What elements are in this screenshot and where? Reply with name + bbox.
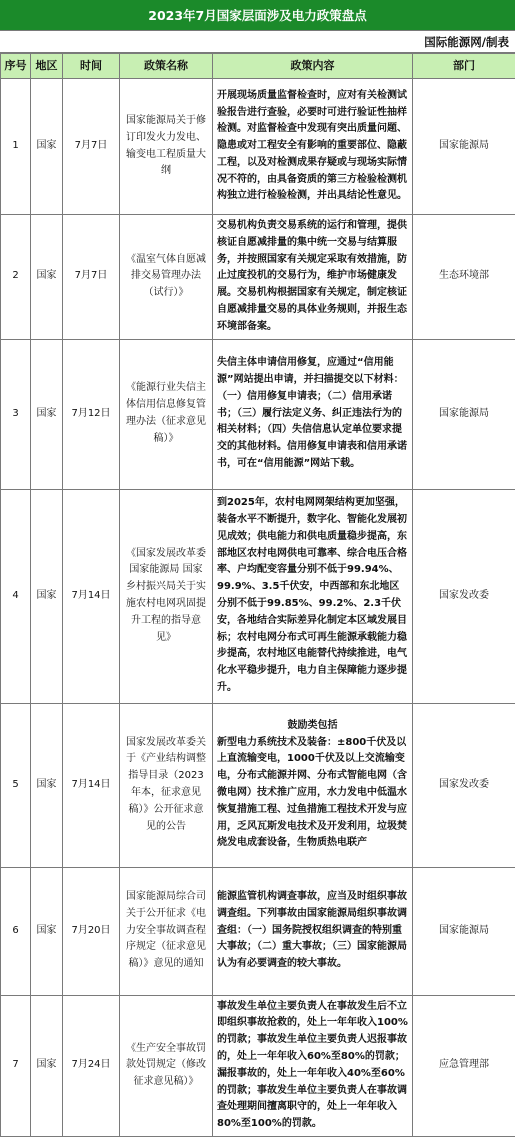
row-region: 国家 bbox=[31, 339, 63, 489]
content-heading: 鼓励类包括 bbox=[217, 718, 408, 735]
row-dept: 国家发改委 bbox=[413, 489, 515, 703]
row-no: 5 bbox=[1, 703, 31, 867]
row-dept: 应急管理部 bbox=[413, 995, 515, 1136]
row-date: 7月20日 bbox=[63, 867, 120, 995]
header-dept: 部门 bbox=[413, 54, 515, 79]
row-date: 7月24日 bbox=[63, 995, 120, 1136]
table-header-row bbox=[1, 54, 515, 79]
row-dept: 国家能源局 bbox=[413, 79, 515, 215]
row-no: 4 bbox=[1, 489, 31, 703]
row-date: 7月12日 bbox=[63, 339, 120, 489]
row-dept: 国家能源局 bbox=[413, 339, 515, 489]
header-no: 序号 bbox=[1, 54, 31, 79]
row-policy: 国家能源局综合司关于公开征求《电力安全事故调查程序规定（征求意见稿）》意见的通知 bbox=[120, 867, 213, 995]
header-policy: 政策名称 bbox=[120, 54, 213, 79]
row-content bbox=[213, 703, 413, 867]
row-dept: 国家发改委 bbox=[413, 703, 515, 867]
table-row bbox=[1, 79, 515, 215]
policy-table bbox=[0, 53, 515, 1137]
table-row bbox=[1, 703, 515, 867]
row-policy: 国家发展改革委关于《产业结构调整指导目录（2023年本，征求意见稿）》公开征求意见的公告 bbox=[120, 703, 213, 867]
row-no: 3 bbox=[1, 339, 31, 489]
content-body: 新型电力系统技术及装备：±800千伏及以上直流输变电，1000千伏及以上交流输变电，分布式能源并网、分布式智能电网（含微电网）技术推广应用，水力发电中低温水恢复措施工程、过鱼措施工程技术开发与应用，乏风瓦斯发电技术及开发利用，垃圾焚烧发电成套设备，生物质热电联产 bbox=[217, 735, 408, 853]
row-dept: 国家能源局 bbox=[413, 867, 515, 995]
table-row bbox=[1, 339, 515, 489]
row-dept: 生态环境部 bbox=[413, 215, 515, 340]
row-content: 失信主体申请信用修复，应通过“信用能源”网站提出申请，并扫描提交以下材料：（一）信用修复申请表；（二）信用承诺书；（三）履行法定义务、纠正违法行为的相关材料；（四）失信信息认定单位要求提交的其他材料。信用修复申请表和信用承诺书，可在“信用能源”网站下载。 bbox=[213, 339, 413, 489]
row-date: 7月7日 bbox=[63, 79, 120, 215]
row-region: 国家 bbox=[31, 215, 63, 340]
row-region: 国家 bbox=[31, 867, 63, 995]
header-region: 地区 bbox=[31, 54, 63, 79]
row-no: 6 bbox=[1, 867, 31, 995]
row-date: 7月7日 bbox=[63, 215, 120, 340]
table-row bbox=[1, 489, 515, 703]
row-no: 1 bbox=[1, 79, 31, 215]
row-date: 7月14日 bbox=[63, 703, 120, 867]
page-title: 2023年7月国家层面涉及电力政策盘点 bbox=[0, 0, 515, 31]
row-no: 2 bbox=[1, 215, 31, 340]
row-policy: 《生产安全事故罚款处罚规定（修改征求意见稿）》 bbox=[120, 995, 213, 1136]
row-content: 能源监管机构调查事故，应当及时组织事故调查组。下列事故由国家能源局组织事故调查组：（一）国务院授权组织调查的特别重大事故；（二）重大事故；（三）国家能源局认为有必要调查的较大事故。 bbox=[213, 867, 413, 995]
table-row bbox=[1, 867, 515, 995]
row-policy: 《能源行业失信主体信用信息修复管理办法（征求意见稿）》 bbox=[120, 339, 213, 489]
row-policy: 《国家发展改革委 国家能源局 国家乡村振兴局关于实施农村电网巩固提升工程的指导意见》 bbox=[120, 489, 213, 703]
row-policy: 国家能源局关于修订印发火力发电、输变电工程质量大纲 bbox=[120, 79, 213, 215]
row-no: 7 bbox=[1, 995, 31, 1136]
header-content: 政策内容 bbox=[213, 54, 413, 79]
row-region: 国家 bbox=[31, 703, 63, 867]
row-policy: 《温室气体自愿减排交易管理办法（试行）》 bbox=[120, 215, 213, 340]
row-content: 事故发生单位主要负责人在事故发生后不立即组织事故抢救的，处上一年年收入100%的罚款；事故发生单位主要负责人迟报事故的，处上一年年收入60%至80%的罚款；漏报事故的，处上一年年收入40%至60%的罚款；事故发生单位主要负责人在事故调查处理期间擅离职守的，处上一年年收入80%至100%的罚款。 bbox=[213, 995, 413, 1136]
row-region: 国家 bbox=[31, 489, 63, 703]
table-row bbox=[1, 995, 515, 1136]
credit-label: 国际能源网/制表 bbox=[0, 31, 515, 53]
row-region: 国家 bbox=[31, 995, 63, 1136]
row-date: 7月14日 bbox=[63, 489, 120, 703]
row-content: 交易机构负责交易系统的运行和管理，提供核证自愿减排量的集中统一交易与结算服务，并按照国家有关规定采取有效措施，防止过度投机的交易行为，维护市场健康发展。交易机构根据国家有关规定，制定核证自愿减排量交易的具体业务规则，并报生态环境部备案。 bbox=[213, 215, 413, 340]
row-content: 到2025年，农村电网网架结构更加坚强，装备水平不断提升，数字化、智能化发展初见成效；供电能力和供电质量稳步提高，东部地区农村电网供电可靠率、综合电压合格率、户均配变容量分别不低于99.94%、99.9%、3.5千伏安，中西部和东北地区分别不低于99.85%、99.2%、2.3千伏安，各地结合实际差异化制定本区域发展目标；农村电网分布式可再生能源承载能力稳步提高，农村地区电能替代持续推进，电气化水平稳步提升，电力自主保障能力逐步提升。 bbox=[213, 489, 413, 703]
row-region: 国家 bbox=[31, 79, 63, 215]
table-row bbox=[1, 215, 515, 340]
header-date: 时间 bbox=[63, 54, 120, 79]
row-content: 开展现场质量监督检查时，应对有关检测试验报告进行查验，必要时可进行验证性抽样检测。对监督检查中发现有突出质量问题、隐患或对工程安全有影响的重要部位、隐蔽工程，以及对检测成果存疑或与现场实际情况不符的，由具备资质的第三方检验检测机构独立进行检验检测，并出具结论性意见。 bbox=[213, 79, 413, 215]
